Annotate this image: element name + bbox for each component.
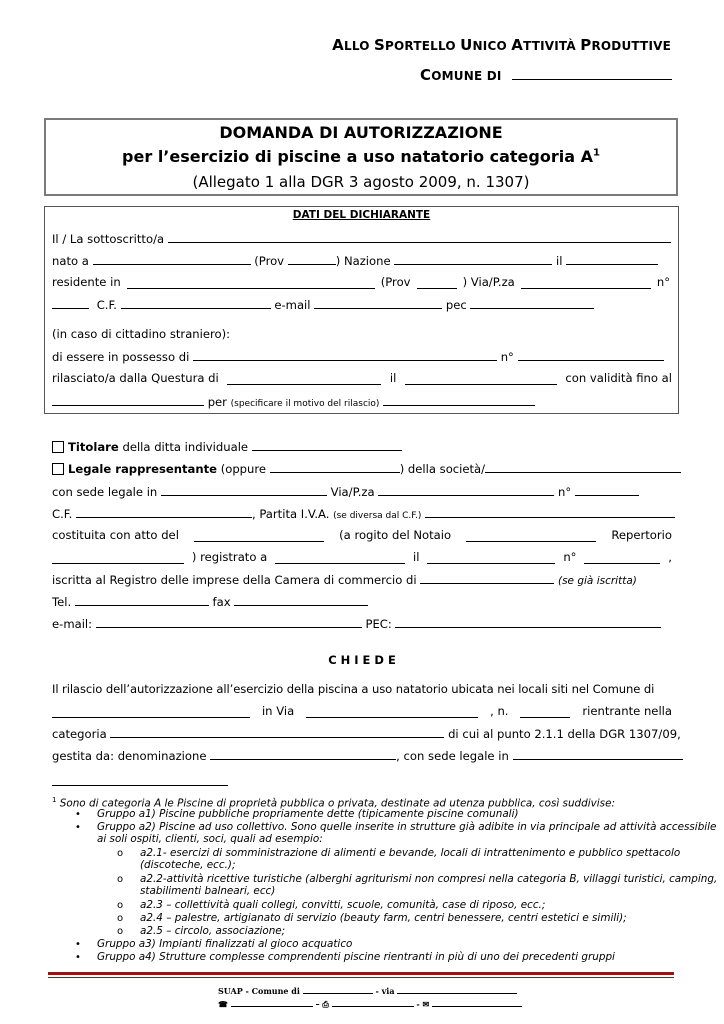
issued-row: rilasciato/a dalla Questura di il con validità fino al [52, 371, 672, 385]
company-email-field[interactable] [96, 616, 362, 628]
company-number-field[interactable] [575, 484, 639, 496]
request-line-2: in Via , n. rientrante nella [52, 704, 672, 718]
street-number-field[interactable] [52, 297, 89, 309]
phone-row: Tel. fax [52, 594, 672, 609]
birthdate-field[interactable] [566, 253, 658, 265]
permit-number-field[interactable] [518, 349, 664, 361]
owner-checkbox[interactable] [52, 441, 64, 453]
footer-line-2: ☎ – ⎙ - ✉ [218, 998, 522, 1010]
form-title: DOMANDA DI AUTORIZZAZIONE [219, 123, 503, 142]
validity-row: per (specificare il motivo del rilascio) [52, 394, 672, 411]
bullet: • [75, 939, 81, 950]
contact-row: C.F. e-mail pec [52, 297, 672, 312]
recipient-line-2: COMUNE DI [420, 66, 672, 84]
footnote-a1: Gruppo a1) Piscine pubbliche propriamente dette (tipicamente piscine comunali) [97, 808, 519, 820]
footnote-a3: Gruppo a3) Impianti finalizzati al gioco acquatico [97, 938, 353, 950]
fax-icon: ⎙ [322, 999, 329, 1009]
circle-bullet: o [117, 848, 124, 859]
footnote-a22-line1: a2.2-attività ricettive turistiche (alberghi agriturismi non compresi nella categoria B, villaggi turistici, camping, [140, 873, 718, 885]
recipient-line-1: ALLO SPORTELLO UNICO ATTIVITÀ PRODUTTIVE [332, 36, 671, 54]
residence-street-field[interactable] [521, 277, 651, 289]
footnote-ref: 1 [592, 147, 600, 159]
title-box [44, 118, 678, 196]
vat-field[interactable] [425, 506, 675, 518]
birth-province-field[interactable] [288, 253, 336, 265]
chamber-of-commerce-field[interactable] [420, 572, 554, 584]
footnote-a22-line2: stabilimenti balneari, ecc) [140, 885, 276, 897]
footnote-a4: Gruppo a4) Strutture complesse comprendenti piscine rientranti in più di uno dei precedenti gruppi [97, 951, 615, 963]
registration-date-field[interactable] [427, 552, 555, 564]
undersigned-row: Il / La sottoscritto/a [52, 231, 666, 246]
email-field[interactable] [314, 297, 442, 309]
permit-reason-field[interactable] [383, 394, 535, 406]
request-comune-field[interactable] [52, 706, 250, 718]
undersigned-field[interactable] [168, 231, 671, 243]
questura-field[interactable] [227, 373, 381, 385]
request-street-field[interactable] [306, 706, 478, 718]
tel-field[interactable] [75, 594, 209, 606]
declarant-heading: DATI DEL DICHIARANTE [292, 209, 431, 221]
footer-mail-field[interactable] [432, 998, 522, 1007]
deed-row: costituita con atto del (a rogito del Notaio Repertorio [52, 528, 672, 542]
footnote-a21-line1: a2.1- esercizi di somministrazione di alimenti e bevande, locali di intrattenimento e pubblico spettacolo [140, 847, 681, 859]
registered-at-field[interactable] [275, 552, 405, 564]
footer-rule-thin [48, 977, 674, 978]
footnote-a2-line1: Gruppo a2) Piscine ad uso collettivo. Sono quelle inserite in strutture già adibite in via principale ad attività accessibile [97, 821, 717, 833]
manager-name-field[interactable] [210, 748, 396, 760]
footer-via-field[interactable] [397, 985, 517, 994]
foreign-note: (in caso di cittadino straniero): [52, 327, 231, 341]
company-street-field[interactable] [378, 484, 554, 496]
tax-code-field[interactable] [121, 297, 271, 309]
manager-seat-field[interactable] [513, 748, 683, 760]
birthplace-field[interactable] [93, 253, 251, 265]
comune-field[interactable] [512, 68, 672, 80]
footer-rule [48, 972, 674, 975]
footnote-a21-line2: (discoteche, ecc.); [140, 859, 236, 871]
footer-comune-field[interactable] [303, 985, 373, 994]
bullet: • [75, 952, 81, 963]
notary-field[interactable] [466, 530, 596, 542]
bullet: • [75, 809, 81, 820]
mail-icon: ✉ [422, 999, 430, 1009]
footnote-a2-line2: ai soli ospiti, clienti, soci, quali ad esempio: [97, 833, 323, 845]
sole-proprietorship-field[interactable] [252, 439, 402, 451]
footer-line-1: SUAP - Comune di - via [218, 985, 517, 996]
footnote-a23: a2.3 – collettività quali collegi, convitti, scuole, comunità, case di riposo, ecc.; [140, 899, 546, 911]
company-cf-field[interactable] [76, 506, 252, 518]
birth-row: nato a (Prov ) Nazione il [52, 253, 672, 268]
residence-field[interactable] [127, 277, 375, 289]
category-field[interactable] [110, 726, 444, 738]
nation-field[interactable] [394, 253, 552, 265]
deed-date-field[interactable] [194, 530, 324, 542]
company-seat-field[interactable] [161, 484, 327, 496]
footnote-a24: a2.4 – palestre, artigianato di servizio (beauty farm, centri benessere, centri estetici e simili); [140, 912, 627, 924]
circle-bullet: o [117, 926, 124, 937]
bullet: • [75, 822, 81, 833]
footnote-divider [52, 785, 228, 786]
company-field[interactable] [485, 461, 681, 473]
permit-row: di essere in possesso di n° [52, 349, 672, 364]
company-seat-row: con sede legale in Via/P.za n° [52, 484, 672, 499]
circle-bullet: o [117, 913, 124, 924]
footer-phone-field[interactable] [231, 998, 313, 1007]
repertoire-field[interactable] [52, 552, 184, 564]
owner-row: Titolare della ditta individuale [52, 439, 672, 454]
phone-icon: ☎ [218, 999, 228, 1009]
legal-rep-row: Legale rappresentante (oppure ) della società/ [52, 461, 672, 476]
request-heading: C H I E D E [328, 653, 396, 667]
company-email-row: e-mail: PEC: [52, 616, 672, 631]
footnote-intro: $^1$ Sono di categoria A le Piscine di proprietà pubblica o privata, destinate ad utenza pubblica, così suddivise: [52, 796, 615, 810]
circle-bullet: o [117, 874, 124, 885]
registration-number-field[interactable] [584, 552, 660, 564]
request-line-1: Il rilascio dell’autorizzazione all’esercizio della piscina a uso natatorio ubicata nei locali siti nel Comune di [52, 682, 655, 696]
form-reference: (Allegato 1 alla DGR 3 agosto 2009, n. 1307) [192, 173, 530, 191]
form-subtitle: per l’esercizio di piscine a uso natatorio categoria $A^1$ [122, 147, 600, 166]
registration-row: ) registrato a il n° , [52, 550, 672, 564]
pec-field[interactable] [470, 297, 594, 309]
permit-type-field[interactable] [193, 349, 497, 361]
validity-date-field[interactable] [52, 394, 204, 406]
footer-fax-field[interactable] [332, 998, 414, 1007]
request-number-field[interactable] [520, 706, 570, 718]
residence-row: residente in (Prov ) Via/P.za n° [52, 275, 670, 289]
circle-bullet: o [117, 900, 124, 911]
request-line-4: gestita da: denominazione , con sede legale in [52, 748, 672, 763]
company-pec-field[interactable] [395, 616, 661, 628]
chamber-row: iscritta al Registro delle imprese della Camera di commercio di (se già iscritta) [52, 573, 637, 587]
issue-date-field[interactable] [405, 373, 557, 385]
footnote-a25: a2.5 – circolo, associazione; [140, 925, 286, 937]
request-line-3: categoria di cui al punto 2.1.1 della DGR 1307/09, [52, 727, 681, 741]
legal-rep-other-field[interactable] [270, 461, 400, 473]
fax-field[interactable] [234, 594, 368, 606]
company-tax-row: C.F. , Partita I.V.A. (se diversa dal C.F.) [52, 506, 672, 523]
legal-rep-checkbox[interactable] [52, 463, 64, 475]
residence-province-field[interactable] [417, 277, 457, 289]
